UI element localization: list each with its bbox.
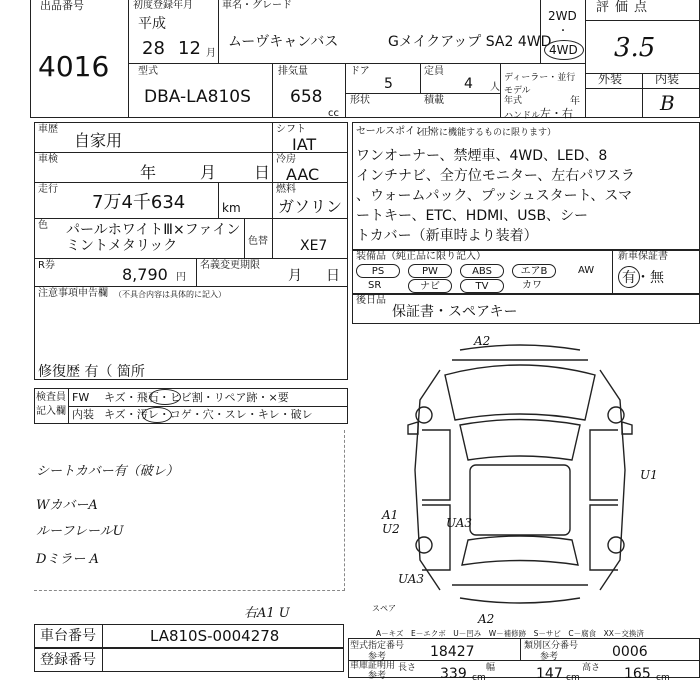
dims-hgt-label: 高さ [582, 663, 601, 673]
car-name: ムーヴキャンバス [228, 34, 339, 50]
first-reg-month: 12 [178, 38, 201, 59]
score-value: 3.5 [614, 33, 656, 63]
reg-limit-month: 月 [288, 268, 302, 284]
equip-abs: ABS [460, 264, 504, 278]
usage-label: 車歴 [38, 124, 58, 135]
drive-2wd: 2WD [548, 9, 577, 23]
model-year-label: モデル年式 [504, 86, 531, 106]
capacity-value: 4 [464, 76, 473, 92]
inspector-label-2: 記入欄 [36, 406, 66, 417]
inspection-label: 車検 [38, 154, 58, 165]
inspection-day: 日 [254, 163, 271, 182]
class-number-label: 類別区分番号 [524, 641, 579, 651]
equip-tv: TV [460, 279, 504, 293]
reg-limit-day: 日 [326, 268, 340, 284]
diagram-mark: A2 [474, 334, 491, 348]
fuel-label: 燃料 [276, 184, 296, 195]
handwritten-note: WカバーA [36, 498, 98, 513]
handwritten-note: シートカバー有（破レ） [36, 464, 179, 479]
inspection-month: 月 [200, 163, 217, 182]
diagram-mark: A1 [382, 508, 399, 522]
model-year-unit: 年 [570, 96, 580, 107]
model-label: 型式 [138, 66, 158, 77]
type-designation-sub: 参考 [368, 652, 387, 662]
equip-navi: ナビ [408, 279, 452, 293]
dims-hgt: 165 [624, 666, 651, 682]
inspector-fw: FW [72, 391, 90, 404]
first-reg-month-unit: 月 [206, 48, 216, 59]
displacement-unit: cc [328, 108, 339, 119]
equip-leather: カワ [522, 280, 542, 291]
score-label: 評価点 [596, 0, 654, 15]
inspector-flying-stone-circled [149, 389, 181, 405]
dims-label: 車庫証明用 [350, 661, 396, 671]
inspector-int: 内装 [72, 408, 94, 421]
equip-sr: SR [368, 280, 382, 291]
car-name-label: 車名・グレード [222, 0, 292, 11]
inspector-label-1: 検査員 [36, 392, 66, 403]
handle-label: ハンドル [504, 111, 541, 121]
spare-label: スペア [372, 604, 396, 613]
displacement-label: 排気量 [278, 66, 308, 77]
shape-label: 形状 [350, 95, 370, 106]
diagram-mark: U1 [640, 468, 658, 482]
mileage-unit: km [222, 201, 241, 215]
dims-wid-label: 幅 [486, 663, 496, 673]
color-code-label: 色替 [248, 236, 268, 247]
dims-len: 339 [440, 666, 467, 682]
class-number-value: 0006 [612, 644, 648, 660]
ext-label: 外装 [598, 72, 623, 86]
dims-len-label: 長さ [398, 663, 417, 673]
accessories-value: 保証書・スペアキー [392, 304, 518, 320]
car-damage-diagram [400, 330, 640, 620]
handwritten-note: 右A1 U [244, 606, 290, 621]
notes-label: 注意事項申告欄 [38, 288, 108, 299]
load-label: 積載 [424, 95, 444, 106]
model-value: DBA-LA810S [144, 87, 251, 107]
recycle-label: R券 [38, 260, 55, 271]
equip-aw: AW [578, 265, 595, 276]
usage-value: 自家用 [74, 131, 123, 150]
capacity-label: 定員 [424, 66, 444, 77]
first-reg-era: 平成 [138, 16, 166, 32]
handle-value: 左・右 [540, 107, 573, 120]
diagram-mark: U2 [382, 522, 400, 536]
displacement-value: 658 [290, 87, 323, 107]
selling-points-lines [356, 146, 696, 246]
equipment-label: 装備品（純正品に限り記入） [356, 251, 486, 262]
notes-sub: （不具合内容は具体的に記入） [114, 290, 226, 299]
color-value: パールホワイトⅢ×ファインミントメタリック [66, 222, 241, 254]
equip-ps: PS [356, 264, 400, 278]
dims-len-unit: cm [472, 673, 486, 683]
dealer-label: ディーラー・並行 [504, 73, 576, 83]
handwritten-note: ルーフレールU [36, 524, 124, 539]
int-label: 内装 [655, 72, 680, 86]
recycle-value: 8,790 [122, 265, 168, 284]
selling-points-label: セールスポイント [356, 126, 436, 137]
accessories-label: 後日品 [356, 295, 386, 306]
selling-points-sub: （正常に機能するものに限ります） [412, 128, 557, 138]
ac-value: AAC [286, 165, 320, 184]
warranty-value: 有・無 [622, 270, 664, 286]
inspector-int-items: キズ・汚レ・コゲ・穴・スレ・キレ・破レ [104, 408, 313, 421]
capacity-unit: 人 [490, 82, 500, 93]
reg-number-label: 登録番号 [40, 652, 96, 668]
drive-4wd: 4WD [549, 43, 578, 57]
int-value: B [660, 91, 675, 115]
mileage-value: 7万4千634 [92, 192, 186, 213]
reg-limit-label: 名義変更期限 [200, 260, 260, 271]
repair-history: 修復歴 有（ 箇所 [38, 364, 145, 380]
warranty-circled [618, 266, 640, 288]
color-label: 色 [38, 220, 48, 231]
diagram-mark: UA3 [398, 572, 425, 586]
shift-label: シフト [276, 124, 306, 135]
diagram-mark: A2 [478, 612, 495, 626]
first-reg-year: 28 [142, 38, 165, 59]
selling-point-line: ワンオーナー、禁煙車、4WD、LED、8 [356, 148, 608, 164]
type-designation-value: 18427 [430, 644, 475, 660]
inspector-fw-items: キズ・飛石・ヒビ割・リペア跡・×要 [104, 391, 289, 404]
mileage-label: 走行 [38, 184, 58, 195]
doors-value: 5 [384, 76, 393, 92]
dims-wid: 147 [536, 666, 563, 682]
inspection-year: 年 [140, 163, 157, 182]
equip-pw: PW [408, 264, 452, 278]
lot-number: 4016 [38, 50, 110, 83]
selling-point-line: インチナビ、全方位モニター、左右パワスラ [356, 168, 635, 184]
type-designation-label: 型式指定番号 [350, 641, 405, 651]
diagram-mark: UA3 [446, 516, 473, 530]
chassis-value: LA810S-0004278 [150, 627, 280, 645]
selling-point-line: トカバー（新車時より装着） [356, 228, 538, 244]
ac-label: 冷房 [276, 154, 296, 165]
shift-value: IAT [292, 135, 317, 154]
damage-legend: A－キズ E－エクボ U－凹み W－補修跡 S－サビ C－腐食 XX－交換済 [376, 629, 644, 638]
handwritten-note: Dミラー A [36, 552, 99, 567]
dims-wid-unit: cm [566, 673, 580, 683]
class-number-sub: 参考 [540, 652, 559, 662]
warranty-label: 新車保証書 [618, 251, 668, 262]
dims-hgt-unit: cm [656, 673, 670, 683]
selling-point-line: 、ウォームパック、プッシュスタート、スマ [356, 188, 633, 204]
car-grade: Gメイクアップ SA2 4WD [388, 34, 552, 50]
inspector-stain-circled [142, 407, 172, 423]
first-reg-label: 初度登録年月 [133, 0, 193, 11]
dims-sub: 参考 [368, 671, 387, 681]
chassis-label: 車台番号 [40, 628, 96, 644]
drive-dot: ・ [558, 26, 568, 37]
recycle-unit: 円 [176, 272, 186, 283]
selling-point-line: ートキー、ETC、HDMI、USB、シー [356, 208, 589, 224]
lot-label: 出品番号 [40, 0, 84, 12]
doors-label: ドア [350, 66, 370, 77]
color-code: XE7 [300, 238, 328, 254]
fuel-value: ガソリン [278, 197, 343, 216]
equip-airbag: エアB [512, 264, 556, 278]
